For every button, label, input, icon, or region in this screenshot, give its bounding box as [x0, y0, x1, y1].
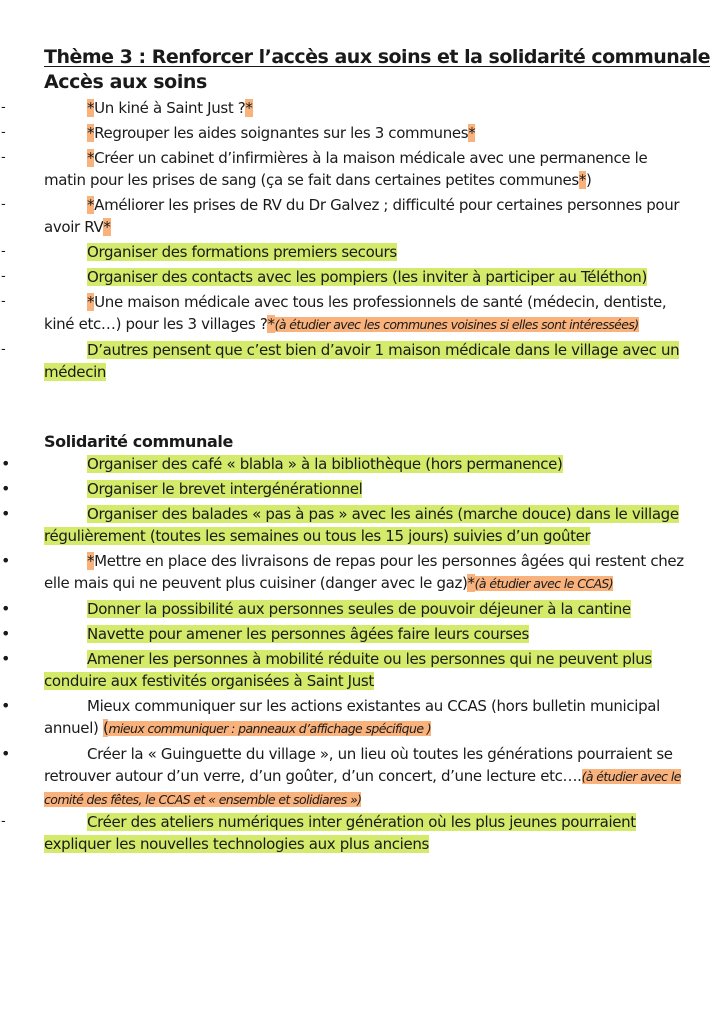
list-item — [1, 266, 684, 288]
star-marker: * — [467, 574, 475, 592]
bullet-marker: • — [1, 551, 11, 570]
item-note: (à étudier avec le comité des fêtes, le CCAS et « ensemble et solidiares ») — [44, 769, 681, 807]
section-solidarite-communale — [1, 431, 684, 855]
bullet-marker: • — [1, 649, 11, 668]
dash-marker: - — [1, 244, 6, 259]
list-item — [1, 453, 684, 475]
dash-marker: - — [1, 342, 6, 357]
bullet-marker: • — [1, 479, 11, 498]
item-text: Organiser le brevet intergénérationnel — [87, 480, 363, 498]
star-marker: * — [578, 171, 587, 189]
item-text: Organiser des contacts avec les pompiers (les inviter à participer au Téléthon) — [87, 268, 647, 286]
item-text: Créer des ateliers numériques inter génération où les plus jeunes pourraient expliquer les nouvelles technologies aux plus anciens — [44, 813, 636, 853]
list-item — [1, 648, 684, 692]
item-text: Mettre en place des livraisons de repas pour les personnes âgées qui restent chez elle mais qui ne peuvent plus cuisiner (danger avec le gaz) — [44, 552, 684, 592]
item-note: (à étudier avec le CCAS) — [474, 576, 614, 591]
item-text: Créer un cabinet d’infirmières à la maison médicale avec une permanence le matin pour les prises de sang (ça se fait dans certaines petites communes — [44, 149, 648, 189]
bullet-marker: • — [1, 599, 11, 618]
item-text: Créer la « Guinguette du village », un lieu où toutes les générations pourraient se retrouver autour d’un verre, d’un goûter, d’un concert, d’une lecture etc…. — [44, 745, 673, 785]
item-text: Organiser des formations premiers secours — [87, 243, 397, 261]
item-text: Donner la possibilité aux personnes seules de pouvoir déjeuner à la cantine — [87, 600, 631, 618]
note-paren: ( — [102, 719, 109, 737]
dash-marker: - — [1, 814, 6, 829]
dash-marker: - — [1, 197, 6, 212]
item-text: D’autres pensent que c’est bien d’avoir 1 maison médicale dans le village avec un médecin — [44, 341, 680, 381]
star-marker: * — [87, 149, 95, 167]
dash-marker: - — [1, 294, 6, 309]
star-marker: * — [87, 99, 95, 117]
list-item — [1, 339, 684, 383]
star-marker: * — [267, 315, 275, 333]
star-marker: * — [103, 218, 111, 236]
list-item — [1, 811, 684, 855]
star-marker: * — [245, 99, 253, 117]
item-text: Améliorer les prises de RV du Dr Galvez ; difficulté pour certaines personnes pour avoir RV — [44, 196, 680, 236]
item-text: Mieux communiquer sur les actions existantes au CCAS (hors bulletin municipal annuel) — [44, 697, 660, 737]
dash-marker: - — [1, 125, 6, 140]
bullet-marker: • — [1, 504, 11, 523]
item-text: Regrouper les aides soignantes sur les 3 communes — [94, 124, 469, 142]
list-item — [1, 241, 684, 263]
list-item — [1, 503, 684, 547]
bullet-marker: • — [1, 624, 11, 643]
item-text: Un kiné à Saint Just ? — [94, 99, 246, 117]
list-item — [1, 598, 684, 620]
list-item — [1, 291, 684, 336]
bullet-marker: • — [1, 454, 11, 473]
list-item — [1, 695, 684, 740]
item-text: Organiser des balades « pas à pas » avec les ainés (marche douce) dans le village régulièrement (toutes les semaines ou tous les 15 jours) suivies d’un goûter — [44, 505, 679, 545]
item-text: Une maison médicale avec tous les professionnels de santé (médecin, dentiste, kiné etc…) pour les 3 villages ? — [44, 293, 667, 333]
dash-marker: - — [1, 100, 6, 115]
star-marker: * — [87, 124, 95, 142]
list-item — [1, 478, 684, 500]
dash-marker: - — [1, 150, 6, 165]
list-item — [1, 97, 684, 119]
star-marker: * — [87, 196, 95, 214]
section-acces-aux-soins — [1, 70, 684, 383]
section-heading: Accès aux soins — [44, 71, 207, 93]
list-item — [1, 550, 684, 595]
list-item — [1, 743, 684, 811]
document-page — [1, 44, 711, 855]
star-marker: * — [468, 124, 476, 142]
bullet-marker: • — [1, 744, 11, 763]
item-suffix: ) — [586, 171, 592, 189]
item-note: mieux communiquer : panneaux d’affichage spécifique ) — [108, 721, 432, 736]
star-marker: * — [87, 293, 95, 311]
list-item — [1, 194, 684, 238]
star-marker: * — [87, 552, 95, 570]
bullet-marker: • — [1, 696, 11, 715]
item-text: Navette pour amener les personnes âgées faire leurs courses — [87, 625, 530, 643]
dash-marker: - — [1, 269, 6, 284]
item-note: (à étudier avec les communes voisines si elles sont intéressées) — [274, 317, 639, 332]
list-item — [1, 623, 684, 645]
list-item — [1, 122, 684, 144]
item-text: Amener les personnes à mobilité réduite ou les personnes qui ne peuvent plus conduire aux festivités organisées à Saint Just — [44, 650, 652, 690]
item-text: Organiser des café « blabla » à la bibliothèque (hors permanence) — [87, 455, 563, 473]
list-item — [1, 147, 684, 191]
document-title: Thème 3 : Renforcer l’accès aux soins et la solidarité communale — [44, 46, 711, 68]
section-heading: Solidarité communale — [44, 432, 233, 451]
